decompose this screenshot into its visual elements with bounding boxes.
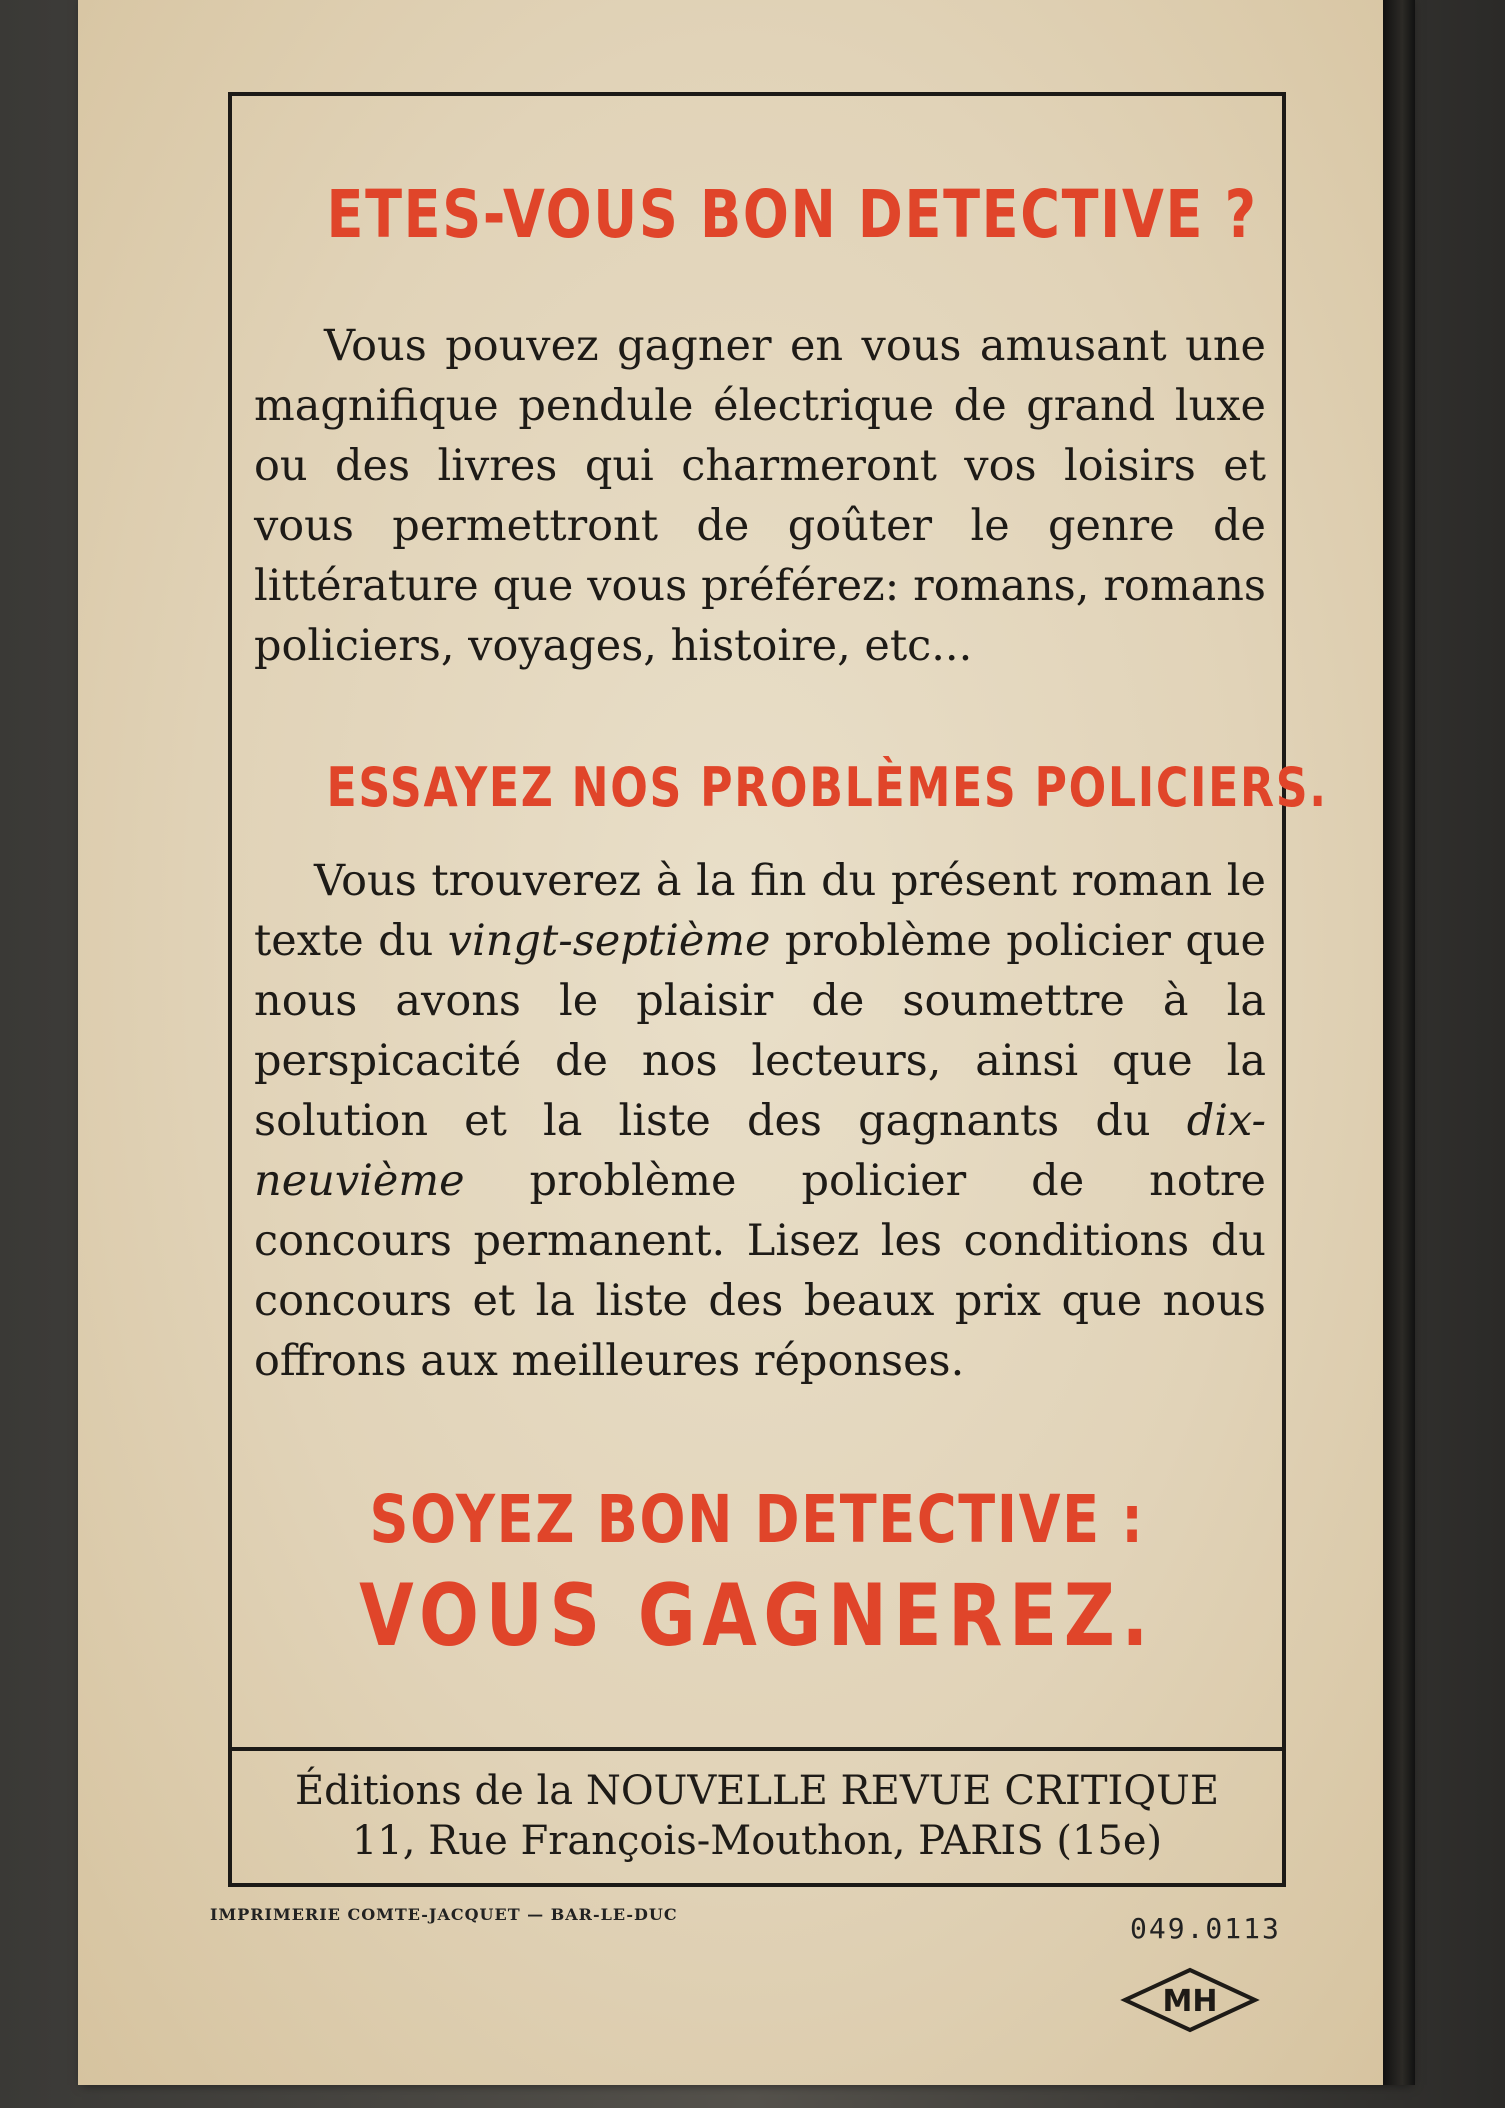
publisher-logo-icon bbox=[1120, 1965, 1260, 2035]
printer-credit: IMPRIMERIE COMTE-JACQUET — BAR-LE-DUC bbox=[210, 1905, 678, 1924]
publisher-info bbox=[232, 1766, 1282, 1866]
heading-detective-question: ETES-VOUS BON DETECTIVE ? bbox=[326, 176, 1258, 253]
paragraph-contest-part3: problème policier de notre concours permanent. Lisez les conditions du concours et la liste des beaux prix que nous offrons aux meilleures réponses. bbox=[254, 1156, 1266, 1386]
publisher-address: 11, Rue François-Mouthon, PARIS (15e) bbox=[351, 1818, 1163, 1864]
catalog-code: 049.0113 bbox=[1130, 1912, 1281, 1945]
emphasis-vingt-septieme: vingt-septième bbox=[447, 916, 771, 966]
emphasis-dix-neuvieme: dix-neuvième bbox=[254, 1096, 1266, 1206]
paragraph-contest bbox=[254, 851, 1266, 1391]
book-spine bbox=[1383, 0, 1415, 2085]
heading-be-good-detective: SOYEZ BON DETECTIVE : bbox=[369, 1481, 1145, 1558]
logo-letters: MH bbox=[1162, 1984, 1218, 2019]
paragraph-contest-part1: Vous trouverez à la fin du présent roman le texte du bbox=[254, 856, 1266, 966]
publisher-name: Éditions de la NOUVELLE REVUE CRITIQUE bbox=[294, 1768, 1220, 1814]
frame-divider bbox=[232, 1747, 1282, 1751]
heading-you-will-win: VOUS GAGNEREZ. bbox=[359, 1566, 1155, 1666]
heading-try-problems: ESSAYEZ NOS PROBLÈMES POLICIERS. bbox=[326, 756, 1328, 819]
text-frame bbox=[228, 92, 1328, 1887]
paragraph-contest-part2: problème policier que nous avons le plaisir de soumettre à la perspicacité de nos lecteurs, ainsi que la solution et la liste des gagnants du bbox=[254, 916, 1266, 1146]
paragraph-prizes: Vous pouvez gagner en vous amusant une magnifique pendule électrique de grand luxe ou des livres qui charmeront vos loisirs et vous permettront de goûter le genre de littérature que vous préférez: romans, romans policiers, voyages, histoire, etc... bbox=[254, 321, 1266, 671]
